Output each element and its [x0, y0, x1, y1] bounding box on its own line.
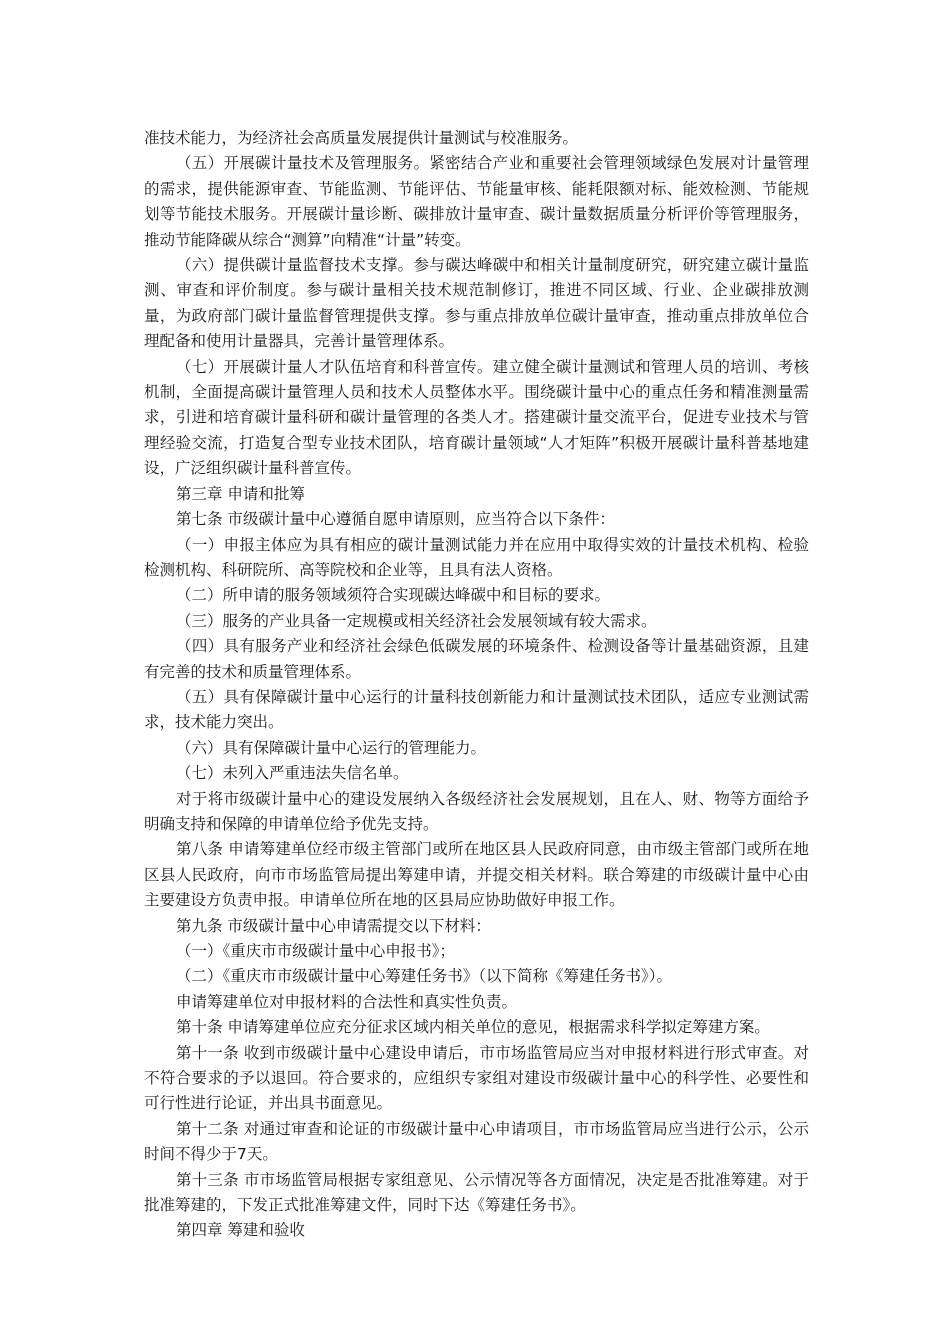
article-10: 第十条 申请筹建单位应充分征求区域内相关单位的意见，根据需求科学拟定筹建方案。	[176, 1018, 770, 1037]
article-9: 第九条 市级碳计量中心申请需提交以下材料：	[176, 916, 491, 935]
paragraph-0: 准技术能力，为经济社会高质量发展提供计量测试与校准服务。	[144, 129, 579, 147]
article-7-item-3: （三）服务的产业具备一定规模或相关经济社会发展领域有较大需求。	[176, 611, 657, 630]
article-13: 第十三条 市市场监管局根据专家组意见、公示情况等各方面情况，决定是否批准筹建。对于批准筹建的，下发正式批准筹建文件，同时下达《筹建任务书》。	[144, 1170, 809, 1215]
article-7-item-2: （二）所申请的服务领域须符合实现碳达峰碳中和目标的要求。	[176, 586, 611, 605]
chapter-4-heading: 第四章 筹建和验收	[176, 1221, 305, 1240]
document-page	[144, 126, 809, 1244]
article-7-item-6: （六）具有保障碳计量中心运行的管理能力。	[176, 738, 487, 757]
paragraph-1: （五）开展碳计量技术及管理服务。紧密结合产业和重要社会管理领域绿色发展对计量管理的需求，提供能源审查、节能监测、节能评估、节能量审核、能耗限额对标、能效检测、节能规划等节能技术服务。开展碳计量诊断、碳排放计量审查、碳计量数据质量分析评价等管理服务，推动节能降碳从综合“测算”向精准“计量”转变。	[144, 154, 809, 249]
priority-support-paragraph: 对于将市级碳计量中心的建设发展纳入各级经济社会发展规划，且在人、财、物等方面给予明确支持和保障的申请单位给予优先支持。	[144, 789, 809, 833]
article-7-item-7: （七）未列入严重违法失信名单。	[176, 764, 409, 783]
article-8: 第八条 申请筹建单位经市级主管部门或所在地区县人民政府同意，由市级主管部门或所在地区县人民政府，向市市场监管局提出筹建申请，并提交相关材料。联合筹建的市级碳计量中心由主要建设方负责申报。申请单位所在地的区县局应协助做好申报工作。	[144, 840, 809, 910]
article-7: 第七条 市级碳计量中心遵循自愿申请原则，应当符合以下条件：	[176, 510, 615, 529]
paragraph-2: （六）提供碳计量监督技术支撑。参与碳达峰碳中和相关计量制度研究，研究建立碳计量监测、审查和评价制度。参与碳计量相关技术规范制修订，推进不同区域、行业、企业碳排放测量，为政府部门碳计量监督管理提供支撑。参与重点排放单位碳计量审查，推动重点排放单位合理配备和使用计量器具，完善计量管理体系。	[144, 256, 809, 351]
chapter-3-heading: 第三章 申请和批筹	[176, 484, 305, 503]
article-7-item-1: （一）申报主体应为具有相应的碳计量测试能力并在应用中取得实效的计量技术机构、检验检测机构、科研院所、高等院校和企业等，且具有法人资格。	[144, 535, 809, 579]
article-9-item-2: （二）《重庆市市级碳计量中心筹建任务书》（以下简称《筹建任务书》）。	[176, 967, 673, 986]
paragraph-3: （七）开展碳计量人才队伍培育和科普宣传。建立健全碳计量测试和管理人员的培训、考核机制，全面提高碳计量管理人员和技术人员整体水平。围绕碳计量中心的重点任务和精准测量需求，引进和培育碳计量科研和碳计量管理的各类人才。搭建碳计量交流平台，促进专业技术与管理经验交流，打造复合型专业技术团队，培育碳计量领域“人才矩阵”积极开展碳计量科普基地建设，广泛组织碳计量科普宣传。	[144, 357, 809, 478]
article-9-item-1: （一）《重庆市市级碳计量中心申报书》；	[176, 942, 456, 960]
article-12: 第十二条 对通过审查和论证的市级碳计量中心申请项目，市市场监管局应当进行公示，公示时间不得少于7天。	[144, 1119, 809, 1164]
article-11: 第十一条 收到市级碳计量中心建设申请后，市市场监管局应当对申报材料进行形式审查。对不符合要求的予以退回。符合要求的，应组织专家组对建设市级碳计量中心的科学性、必要性和可行性进行论证，并出具书面意见。	[144, 1043, 809, 1113]
responsibility-paragraph: 申请筹建单位对申报材料的合法性和真实性负责。	[176, 992, 518, 1011]
article-7-item-4: （四）具有服务产业和经济社会绿色低碳发展的环境条件、检测设备等计量基础资源，且建有完善的技术和质量管理体系。	[144, 637, 809, 681]
article-7-item-5: （五）具有保障碳计量中心运行的计量科技创新能力和计量测试技术团队，适应专业测试需求，技术能力突出。	[144, 687, 809, 732]
